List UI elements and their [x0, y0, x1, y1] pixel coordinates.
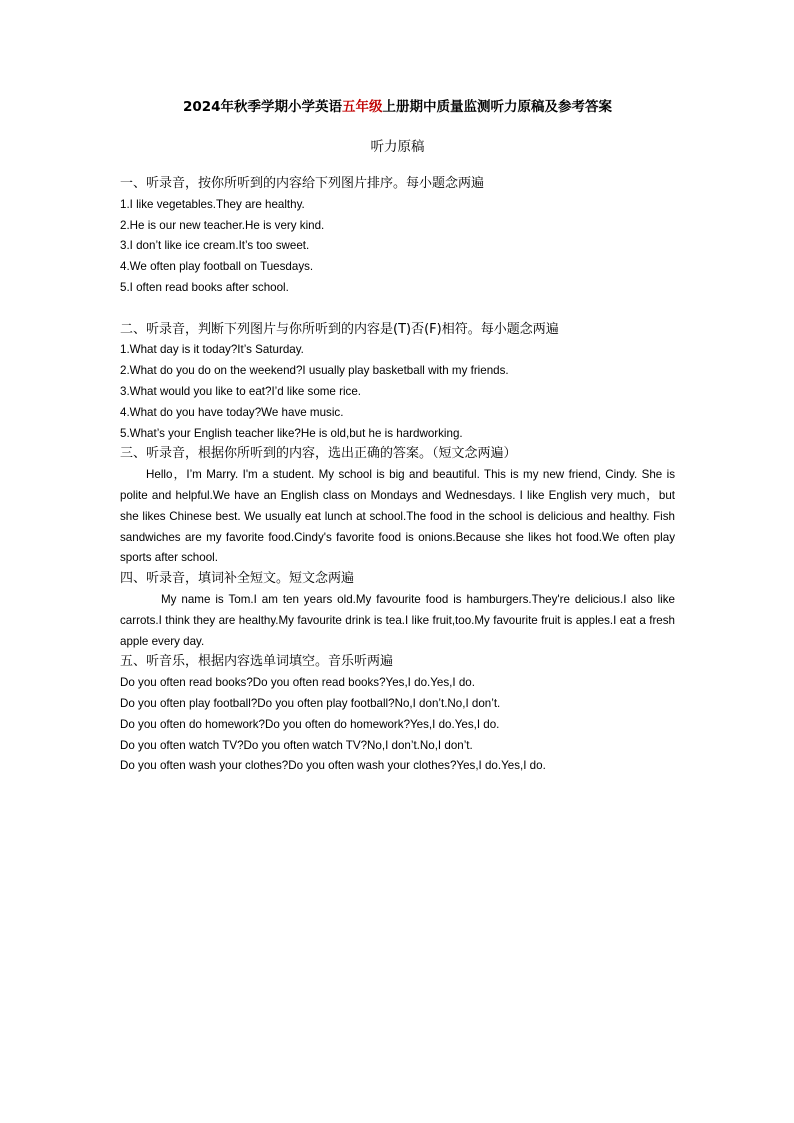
script-line: 1.What day is it today?It’s Saturday.	[120, 343, 304, 357]
passage-paragraph: Hello，I’m Marry. I'm a student. My school is big and beautiful. This is my new friend, Cindy. She is polite and helpful.We have an English class on Mondays and Wednesdays. I like English very much，but she likes Chinese best. We usually eat lunch at school.The food in the school is delicious and healthy. Fish sandwiches are my favorite food.Cindy's favorite food is onions.Because she likes hot food.We often play sports after school.	[120, 468, 675, 565]
section-heading: 四、听录音，填词补全短文。短文念两遍	[120, 571, 355, 587]
section-1	[120, 174, 675, 299]
script-line: 2.He is our new teacher.He is very kind.	[120, 218, 325, 232]
section-heading: 五、听音乐，根据内容选单词填空。音乐听两遍	[120, 654, 394, 670]
passage-paragraph: My name is Tom.I am ten years old.My favourite food is hamburgers.They're delicious.I also like carrots.I think they are healthy.My favourite drink is tea.I like fruit,too.My favourite fruit is apples.I eat a fresh apple every day.	[120, 592, 675, 648]
document-page	[120, 96, 675, 777]
script-line: 2.What do you do on the weekend?I usually play basketball with my friends.	[120, 364, 509, 378]
script-line: 1.I like vegetables.They are healthy.	[120, 197, 305, 211]
section-4	[120, 569, 675, 652]
section-heading: 三、听录音，根据你所听到的内容，选出正确的答案。（短文念两遍）	[120, 446, 517, 462]
document-subtitle: 听力原稿	[370, 139, 425, 155]
song-line: Do you often do homework?Do you often do homework?Yes,I do.Yes,I do.	[120, 717, 500, 731]
song-line: Do you often play football?Do you often play football?No,I don’t.No,I don’t.	[120, 696, 501, 710]
section-2	[120, 320, 675, 445]
song-line: Do you often watch TV?Do you often watch TV?No,I don’t.No,I don’t.	[120, 738, 473, 752]
script-line: 4.What do you have today?We have music.	[120, 405, 344, 419]
script-line: 3.I don’t like ice cream.It’s too sweet.	[120, 239, 310, 253]
section-heading: 二、听录音，判断下列图片与你所听到的内容是(T)否(F)相符。每小题念两遍	[120, 321, 559, 337]
title-part-1: 2024年秋季学期小学英语	[182, 99, 343, 115]
song-line: Do you often wash your clothes?Do you often wash your clothes?Yes,I do.Yes,I do.	[120, 759, 546, 773]
title-grade-highlight: 五年级	[342, 99, 383, 115]
script-line: 5.I often read books after school.	[120, 280, 289, 294]
section-heading: 一、听录音，按你所听到的内容给下列图片排序。每小题念两遍	[120, 176, 485, 191]
section-3	[120, 444, 675, 569]
document-title	[120, 96, 675, 118]
script-line: 4.We often play football on Tuesdays.	[120, 260, 314, 274]
title-part-3: 上册期中质量监测听力原稿及参考答案	[382, 99, 613, 115]
section-5	[120, 652, 675, 777]
script-line: 3.What would you like to eat?I’d like some rice.	[120, 384, 362, 398]
script-line: 5.What’s your English teacher like?He is old,but he is hardworking.	[120, 426, 463, 440]
song-line: Do you often read books?Do you often read books?Yes,I do.Yes,I do.	[120, 676, 475, 690]
